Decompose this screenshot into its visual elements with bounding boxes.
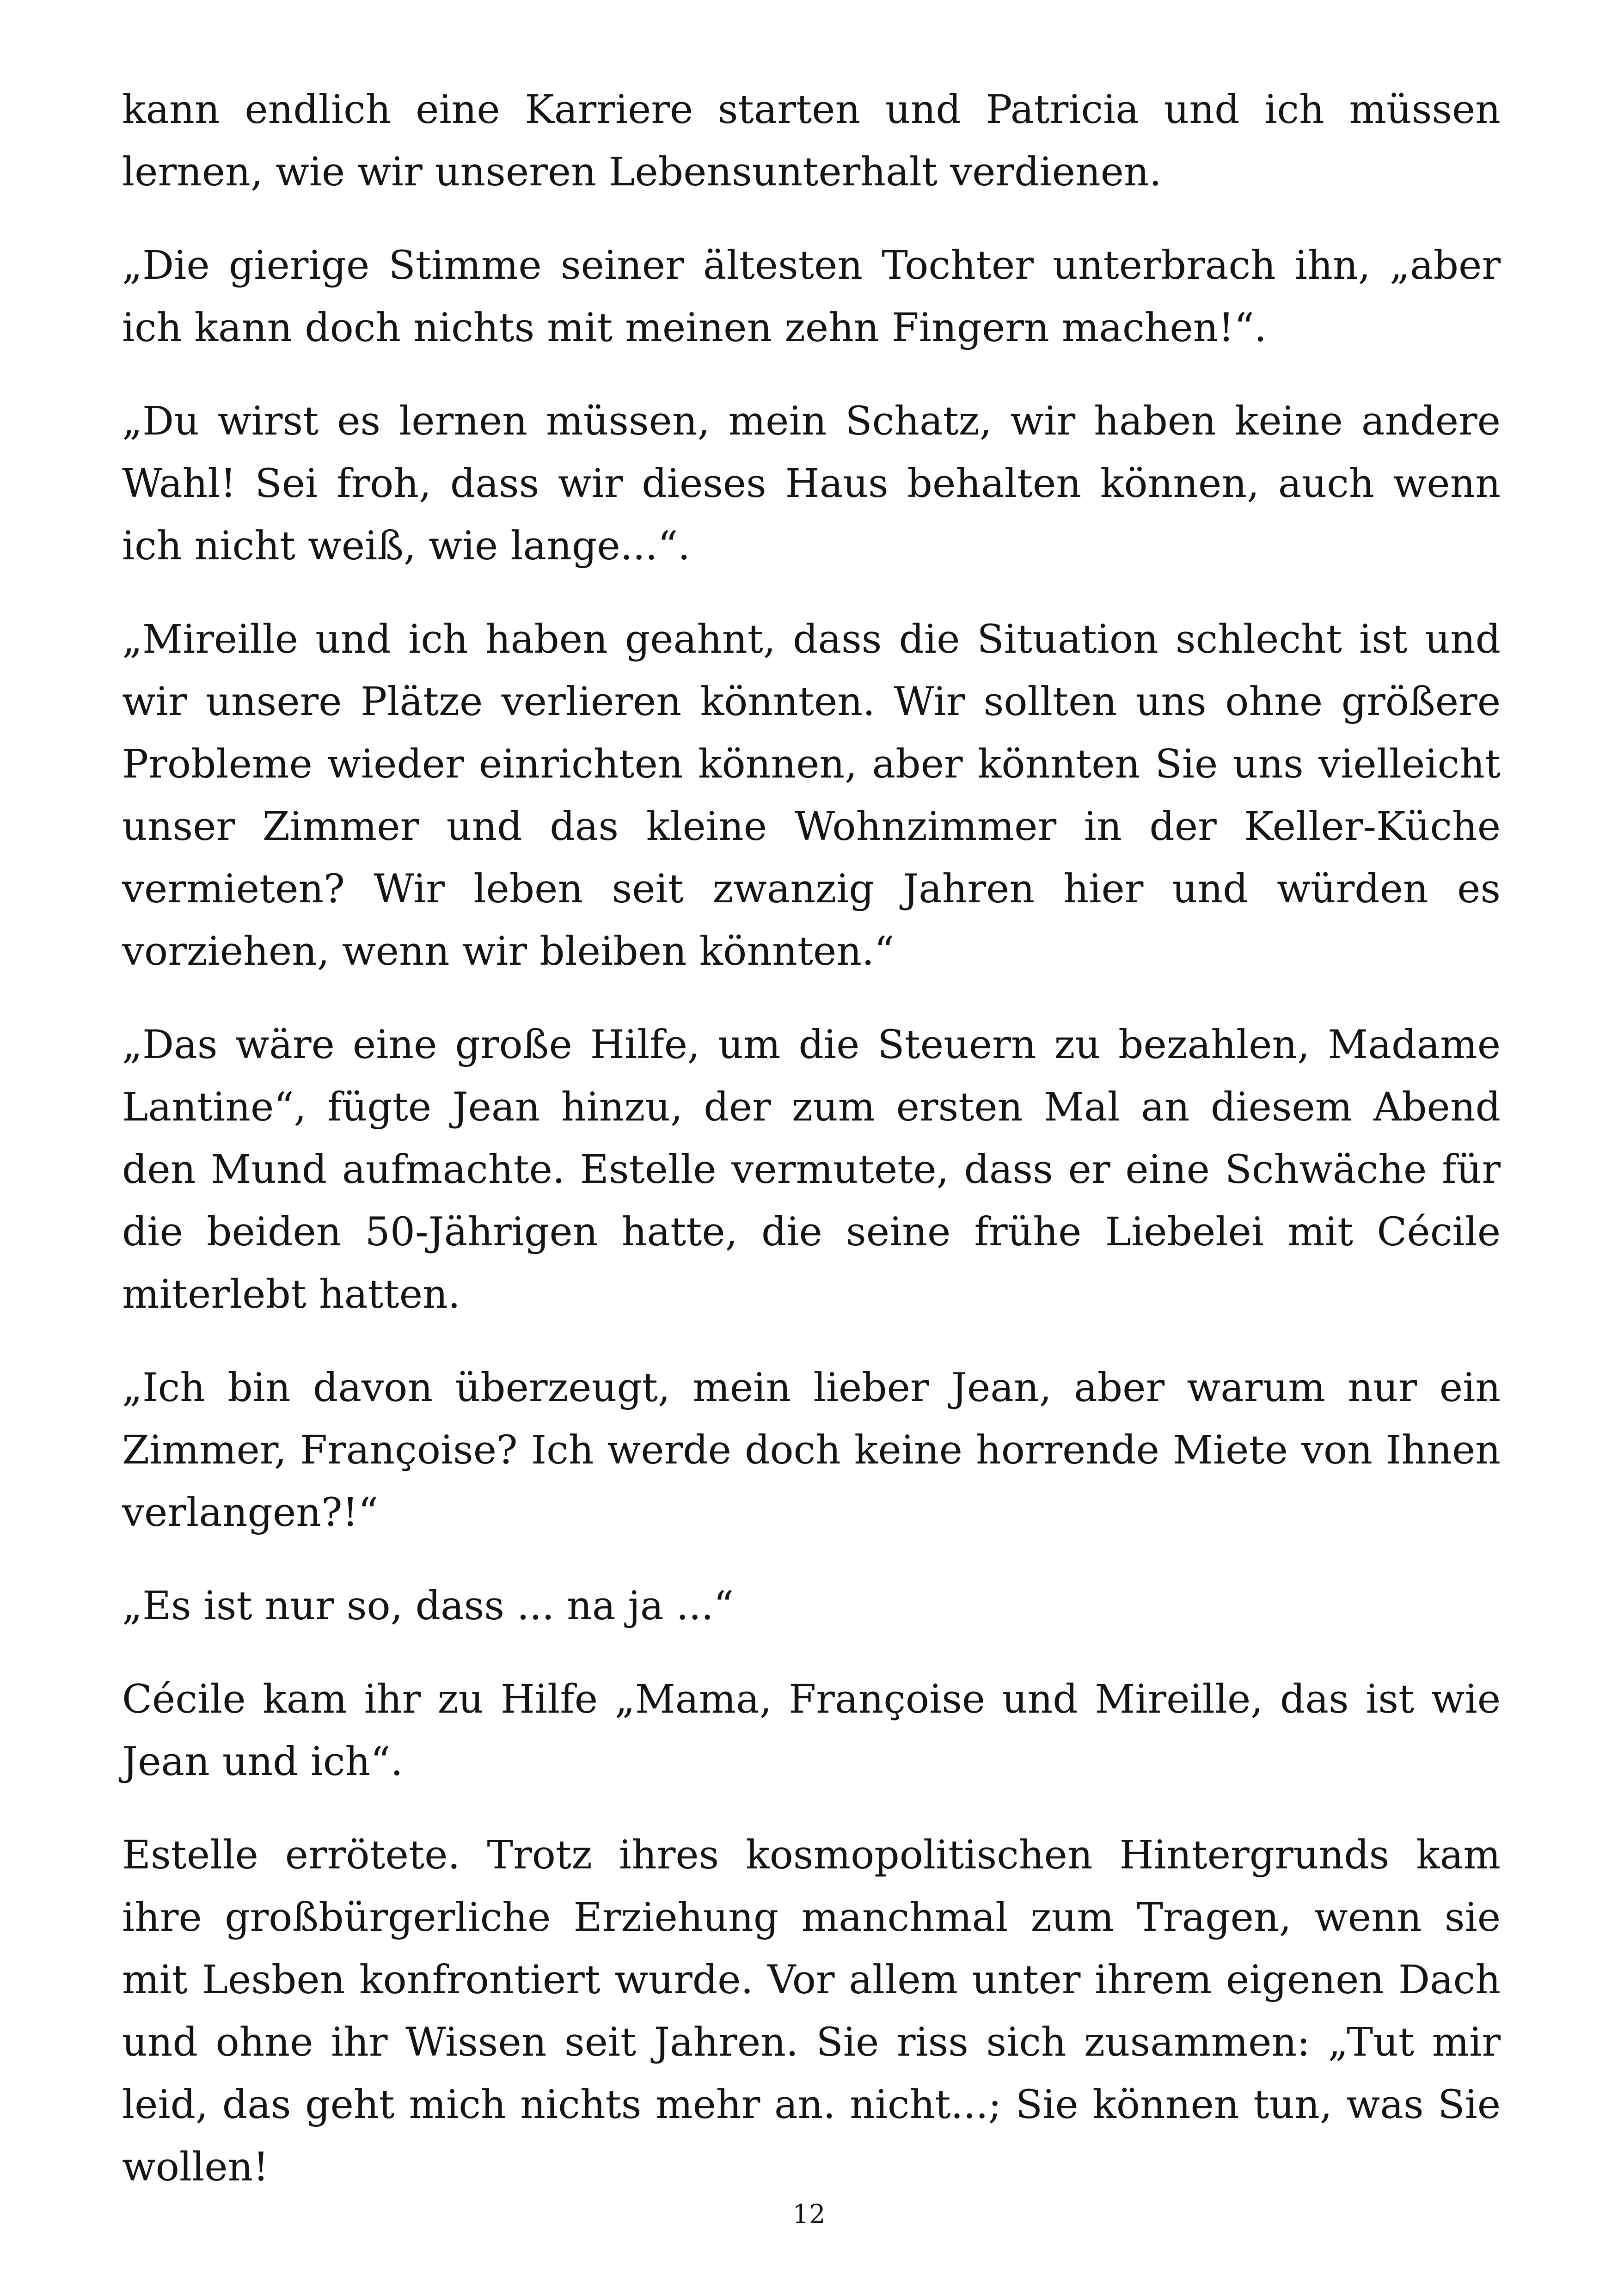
- paragraph: „Die gierige Stimme seiner ältesten Tochter unterbrach ihn, „aber ich kann doch nichts mit meinen zehn Fingern machen!“.: [122, 243, 1501, 351]
- page-number: 12: [792, 2199, 826, 2229]
- paragraph: Estelle errötete. Trotz ihres kosmopolitischen Hintergrunds kam ihre großbürgerliche Erziehung manchmal zum Tragen, wenn sie mit Lesben konfrontiert wurde. Vor allem unter ihrem eigenen Dach und ohne ihr Wissen seit Jahren. Sie riss sich zusammen: „Tut mir leid, das geht mich nichts mehr an. nicht...; Sie können tun, was Sie wollen!: [122, 1832, 1501, 2190]
- body-text: [122, 79, 1501, 2229]
- paragraph: kann endlich eine Karriere starten und Patricia und ich müssen lernen, wie wir unseren Lebensunterhalt verdienen.: [122, 87, 1501, 195]
- paragraph: Cécile kam ihr zu Hilfe „Mama, Françoise und Mireille, das ist wie Jean und ich“.: [122, 1677, 1501, 1785]
- paragraph: „Das wäre eine große Hilfe, um die Steuern zu bezahlen, Madame Lantine“, fügte Jean hinzu, der zum ersten Mal an diesem Abend den Mund aufmachte. Estelle vermutete, dass er eine Schwäche für die beiden 50-Jährigen hatte, die seine frühe Liebelei mit Cécile miterlebt hatten.: [122, 1022, 1501, 1317]
- paragraph: „Ich bin davon überzeugt, mein lieber Jean, aber warum nur ein Zimmer, Françoise? Ich werde doch keine horrende Miete von Ihnen verlangen?!“: [122, 1365, 1501, 1536]
- paragraph: „Mireille und ich haben geahnt, dass die Situation schlecht ist und wir unsere Plätze verlieren könnten. Wir sollten uns ohne größere Probleme wieder einrichten können, aber könnten Sie uns vielleicht unser Zimmer und das kleine Wohnzimmer in der Keller-Küche vermieten? Wir leben seit zwanzig Jahren hier und würden es vorziehen, wenn wir bleiben könnten.“: [122, 617, 1501, 974]
- paragraph: „Du wirst es lernen müssen, mein Schatz, wir haben keine andere Wahl! Sei froh, dass wir dieses Haus behalten können, auch wenn ich nicht weiß, wie lange...“.: [122, 398, 1501, 569]
- paragraph: „Es ist nur so, dass ... na ja ...“: [122, 1583, 734, 1629]
